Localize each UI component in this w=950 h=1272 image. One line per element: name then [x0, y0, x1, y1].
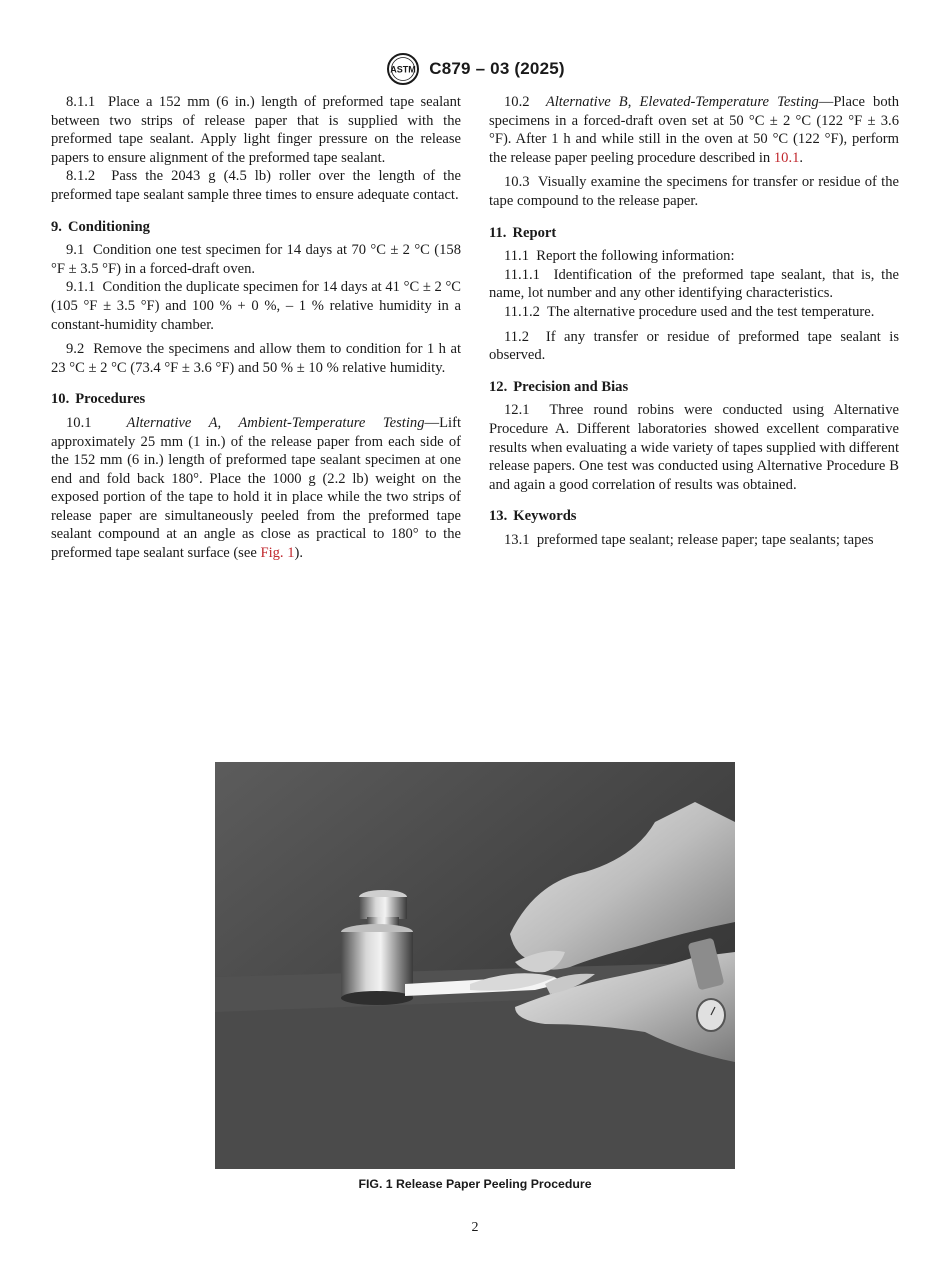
paragraph-11-1-1: 11.1.1 Identification of the preformed tape sealant, that is, the name, lot number and any other identifying characteristics.	[489, 266, 899, 302]
paragraph-10-1: 10.1 Alternative A, Ambient-Temperature Testing—Lift approximately 25 mm (1 in.) of the release paper from each side of the 152 mm (6 in.) length of preformed tape sealant specimen at one end and fold back 180°. Place the 1000 g (2.2 lb) weight on the exposed portion of the tape to hold it in place while the two strips of release paper are simultaneously peeled from the preformed tape sealant compound at an angle as close as practical to 180° to the preformed tape sealant surface (see Fig. 1).	[51, 414, 461, 562]
section-heading-report: 11. Report	[489, 224, 557, 241]
paragraph-11-1-2: 11.1.2 The alternative procedure used and the test temperature.	[504, 303, 875, 320]
paragraph-11-2: 11.2 If any transfer or residue of preformed tape sealant is observed.	[489, 328, 900, 364]
section-10-1-link[interactable]: 10.1	[773, 149, 800, 166]
section-heading-precision-bias: 12. Precision and Bias	[489, 378, 629, 395]
left-column	[51, 93, 461, 563]
astm-logo-icon	[385, 52, 421, 86]
peeling-procedure-illustration	[215, 762, 735, 1169]
figure-caption: FIG. 1 Release Paper Peeling Procedure	[358, 1177, 592, 1191]
paragraph-13-1: 13.1 preformed tape sealant; release paper; tape sealants; tapes	[504, 531, 874, 548]
figure-1-link[interactable]: Fig. 1	[260, 545, 295, 562]
right-column	[489, 93, 899, 549]
paragraph-12-1: 12.1 Three round robins were conducted using Alternative Procedure A. Different laboratories showed excellent comparative results when evaluating a wide variety of tapes supplied with different release papers. One test was conducted using Alternative Procedure B and again a good correlation of results was obtained.	[489, 402, 899, 493]
paragraph-10-3: 10.3 Visually examine the specimens for transfer or residue of the tape compound to the release paper.	[489, 174, 899, 209]
paragraph-9-1-1: 9.1.1 Condition the duplicate specimen for 14 days at 41 °C ± 2 °C (105 °F ± 3.5 °F) and 100 % + 0 %, – 1 % relative humidity in a constant-humidity chamber.	[51, 279, 462, 333]
paragraph-9-2: 9.2 Remove the specimens and allow them to condition for 1 h at 23 °C ± 2 °C (73.4 °F ± 3.6 °F) and 50 % ± 10 % relative humidity.	[51, 341, 461, 376]
paragraph-8-1-2: 8.1.2 Pass the 2043 g (4.5 lb) roller over the length of the preformed tape sealant sample three times to ensure adequate contact.	[51, 168, 461, 203]
page-number: 2	[471, 1220, 479, 1235]
paragraph-10-2: 10.2 Alternative B, Elevated-Temperature Testing—Place both specimens in a forced-draft oven set at 50 °C ± 2 °C (122 °F ± 3.6 °F). After 1 h and while still in the oven at 50 °C (122 °F), perform the release paper peeling procedure described in 10.1.	[489, 94, 900, 166]
figure-1-photo	[215, 762, 735, 1169]
paragraph-9-1: 9.1 Condition one test specimen for 14 days at 70 °C ± 2 °C (158 °F ± 3.5 °F) in a forced-draft oven.	[51, 242, 461, 277]
section-heading-procedures: 10. Procedures	[51, 391, 146, 408]
section-heading-conditioning: 9. Conditioning	[51, 218, 150, 235]
standard-designation: C879 – 03 (2025)	[429, 59, 565, 78]
page-header	[0, 52, 950, 86]
section-heading-keywords: 13. Keywords	[489, 508, 577, 525]
astm-logo-text: ASTM	[390, 64, 416, 75]
paragraph-11-1: 11.1 Report the following information:	[504, 248, 735, 265]
paragraph-8-1-1: 8.1.1 Place a 152 mm (6 in.) length of preformed tape sealant between two strips of release paper that is supplied with the preformed tape sealant. Apply light finger pressure on the release papers to ensure alignment of the preformed tape sealant.	[51, 94, 461, 166]
